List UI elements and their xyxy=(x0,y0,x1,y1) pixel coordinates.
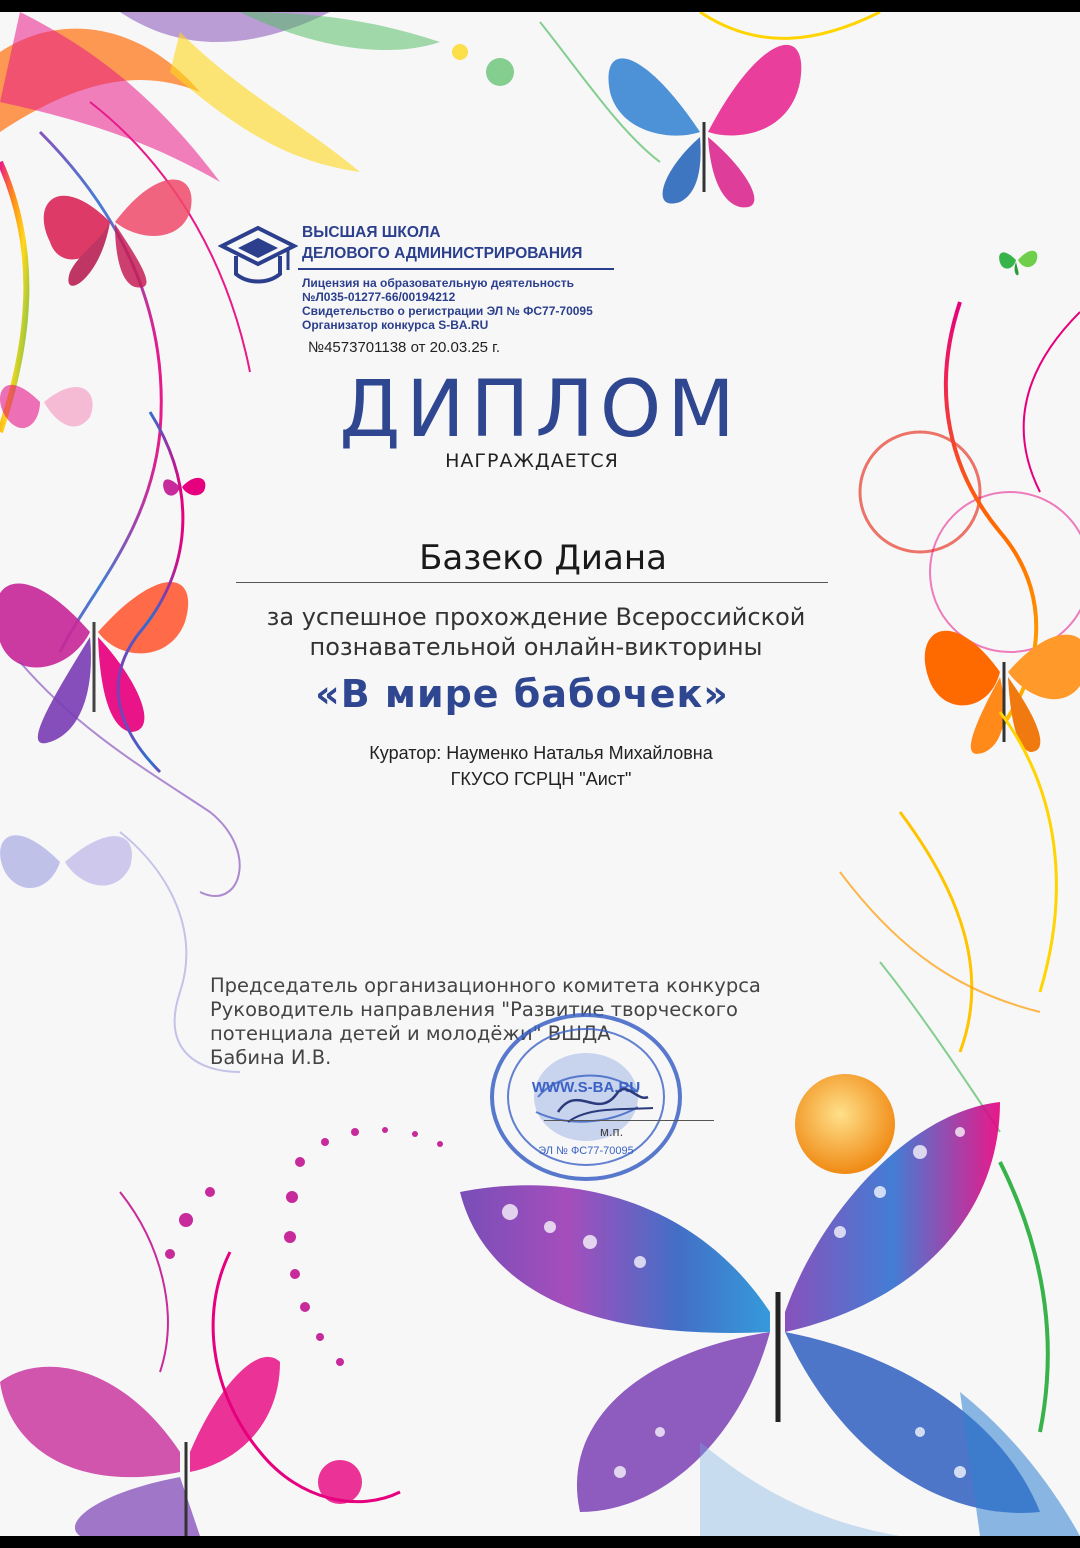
license-line3: Свидетельство о регистрации ЭЛ № ФС77-70095 xyxy=(302,304,593,318)
organization-underline xyxy=(298,268,614,270)
curator-info xyxy=(0,740,1080,792)
stamp-place-label: м.п. xyxy=(600,1124,624,1139)
award-reason-line1: за успешное прохождение Всероссийской xyxy=(266,603,806,631)
diploma-page xyxy=(0,12,1080,1536)
award-reason-line2: познавательной онлайн-викторины xyxy=(309,633,763,661)
organization-name-line2: ДЕЛОВОГО АДМИНИСТРИРОВАНИЯ xyxy=(302,245,583,262)
signatory-line1: Председатель организационного комитета конкурса xyxy=(210,974,761,997)
license-info xyxy=(302,276,593,332)
quiz-name: «В мире бабочек» xyxy=(315,672,729,716)
curator-name: Куратор: Науменко Наталья Михайловна xyxy=(369,743,713,763)
diploma-number: №4573701138 от 20.03.25 г. xyxy=(308,339,500,356)
signatory-line2: Руководитель направления "Развитие творческого xyxy=(210,998,738,1021)
stamp-reg-text: ЭЛ № ФС77-70095 xyxy=(538,1145,634,1157)
signature-line xyxy=(544,1120,714,1121)
license-line4: Организатор конкурса S-BA.RU xyxy=(302,318,489,332)
organization-name-line1: ВЫСШАЯ ШКОЛА xyxy=(302,224,441,241)
organization-name xyxy=(302,222,582,264)
license-line1: Лицензия на образовательную деятельность xyxy=(302,276,575,290)
signatory-line3: потенциала детей и молодёжи" ВШДА xyxy=(210,1022,611,1045)
graduation-cap-logo-icon xyxy=(218,220,298,290)
awarded-label: НАГРАЖДАЕТСЯ xyxy=(445,450,619,472)
official-stamp xyxy=(488,1012,684,1182)
recipient-name: Базеко Диана xyxy=(419,538,667,578)
curator-institution: ГКУСО ГСРЦН "Аист" xyxy=(450,769,632,789)
stamp-center-text: WWW.S-BA.RU xyxy=(531,1079,641,1096)
award-reason xyxy=(0,602,1072,662)
license-line2: №Л035-01277-66/00194212 xyxy=(302,290,456,304)
diploma-title: ДИПЛОМ xyxy=(339,365,741,455)
signatory-name: Бабина И.В. xyxy=(210,1046,332,1069)
recipient-underline xyxy=(236,582,828,583)
bottom-bar xyxy=(0,1536,1080,1548)
